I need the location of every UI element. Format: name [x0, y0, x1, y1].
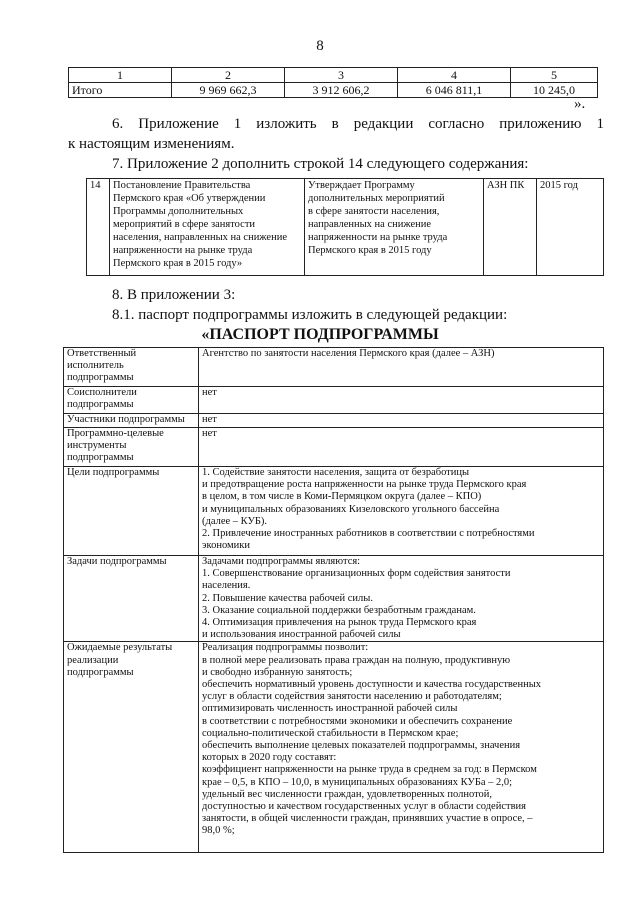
row-label: Задачи подпрограммы [64, 556, 199, 642]
row-label: Программно-целевые инструменты подпрограммы [64, 428, 199, 467]
row-value: нет [199, 428, 604, 467]
year-cell: 2015 год [537, 179, 604, 276]
totals-value: 6 046 811,1 [398, 83, 511, 98]
header-cell: 3 [285, 68, 398, 83]
header-cell: 1 [69, 68, 172, 83]
row-value: нет [199, 414, 604, 428]
paragraph-8: 8. В приложении 3: [112, 287, 236, 303]
table-row [64, 414, 604, 428]
totals-value: 3 912 606,2 [285, 83, 398, 98]
row-label: Ожидаемые результаты реализации подпрограммы [64, 642, 199, 853]
row-value: 1. Содействие занятости населения, защита от безработицы и предотвращение роста напряженности на рынке труда Пермского края в целом, в том числе в Коми-Пермяцком округа (далее – КПО) и муниципальных образованиях Кизеловского угольного бассейна (далее – КУБ). 2. Привлечение иностранных работников в соответствии с потребностями экономики [199, 467, 604, 556]
document-name-cell: Постановление Правительства Пермского края «Об утверждении Программы дополнительных мероприятий в сфере занятости населения, направленных на снижение напряженности на рынке труда Пермского края в 2015 году» [110, 179, 305, 276]
totals-row [69, 83, 598, 98]
row-label: Участники подпрограммы [64, 414, 199, 428]
row-label: Соисполнители подпрограммы [64, 387, 199, 414]
table-row [64, 387, 604, 414]
row-value: Реализация подпрограммы позволит: в полной мере реализовать права граждан на полную, продуктивную и свободно избранную занятость; обеспечить нормативный уровень доступности и качества государственных услуг в области содействия занятости населению и работодателям; оптимизировать численность иностранной рабочей силы в соответствии с потребностями экономики и обеспечить сохранение социально-политической стабильности в Пермском крае; обеспечить выполнение целевых показателей подпрограммы, значения которых в 2020 году составят: коэффициент напряженности на рынке труда в среднем за год: в Пермском крае – 0,5, в КПО – 10,0, в муниципальных образованиях КУБа – 2,0; удельный вес численности граждан, удовлетворенных полнотой, доступностью и качеством государственных услуг в области содействия занятости, в общей численности граждан, принявших участие в опросе, – 98,0 %; [199, 642, 604, 853]
passport-table [63, 347, 604, 853]
passport-title: «ПАСПОРТ ПОДПРОГРАММЫ [201, 326, 439, 343]
totals-value: 9 969 662,3 [172, 83, 285, 98]
header-cell: 4 [398, 68, 511, 83]
table-row [87, 179, 604, 276]
row-value: нет [199, 387, 604, 414]
table-row [64, 348, 604, 387]
paragraph-6-line-1: 6. Приложение 1 изложить в редакции согласно приложению 1 [112, 116, 604, 132]
closing-quote: ». [574, 96, 586, 112]
table-row [64, 467, 604, 556]
responsible-cell: АЗН ПК [484, 179, 537, 276]
table-row [64, 642, 604, 853]
totals-table [68, 67, 598, 98]
row-label: Ответственный исполнитель подпрограммы [64, 348, 199, 387]
table-row [64, 556, 604, 642]
header-cell: 5 [511, 68, 598, 83]
totals-value: 10 245,0 [511, 83, 598, 98]
totals-label: Итого [69, 83, 172, 98]
row-number: 14 [87, 179, 110, 276]
appendix2-row14-table [86, 178, 604, 276]
row-value: Агентство по занятости населения Пермского края (далее – АЗН) [199, 348, 604, 387]
paragraph-6-line-2: к настоящим изменениям. [68, 136, 235, 152]
document-description-cell: Утверждает Программу дополнительных мероприятий в сфере занятости населения, направленных на снижение напряженности на рынке труда Пермского края в 2015 году [305, 179, 484, 276]
row-label: Цели подпрограммы [64, 467, 199, 556]
paragraph-8-1: 8.1. паспорт подпрограммы изложить в следующей редакции: [112, 307, 508, 323]
page-number: 8 [316, 38, 324, 54]
table-row [64, 428, 604, 467]
row-value: Задачами подпрограммы являются: 1. Совершенствование организационных форм содействия занятости населения. 2. Повышение качества рабочей силы. 3. Оказание социальной поддержки безработным гражданам. 4. Оптимизация привлечения на рынок труда Пермского края и использования иностранной рабочей силы [199, 556, 604, 642]
header-cell: 2 [172, 68, 285, 83]
totals-header-row [69, 68, 598, 83]
paragraph-7: 7. Приложение 2 дополнить строкой 14 следующего содержания: [112, 156, 529, 172]
